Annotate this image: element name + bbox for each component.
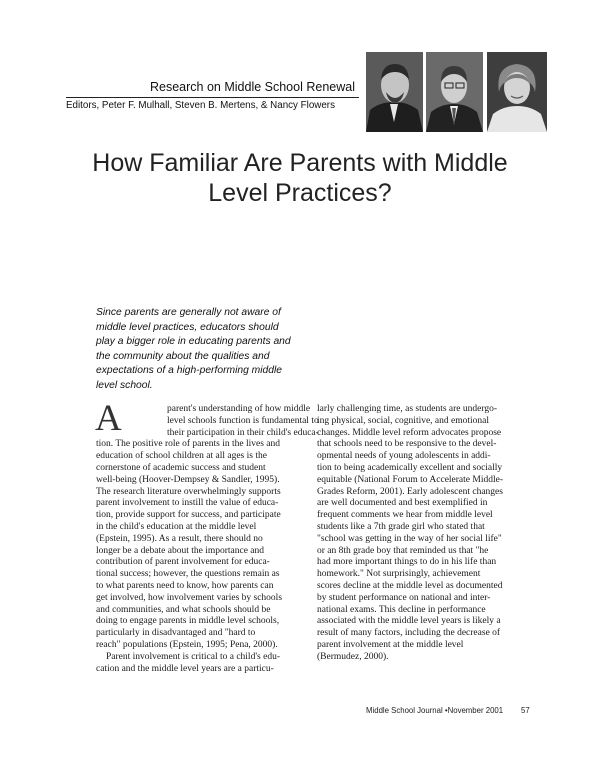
body-column-2 bbox=[317, 404, 531, 664]
body-line: parent's understanding of how middle bbox=[167, 404, 311, 414]
body-line: level schools function is fundamental to bbox=[167, 415, 319, 426]
editor-photo-2 bbox=[426, 52, 483, 132]
header-rule bbox=[66, 97, 359, 98]
body-line: opmental needs of young adolescents in addi- bbox=[317, 451, 491, 462]
body-line: result of many factors, including the decrease of bbox=[317, 628, 501, 639]
page-number: 57 bbox=[521, 706, 530, 715]
body-line: tional success; however, the questions remain as bbox=[96, 569, 280, 580]
body-line: parent involvement to instill the value of educa- bbox=[96, 498, 279, 509]
body-line: by student performance on national and inter- bbox=[317, 592, 491, 603]
lead-line: level school. bbox=[96, 379, 153, 391]
title-line-1: How Familiar Are Parents with Middle bbox=[92, 149, 508, 177]
body-line: get involved, how involvement varies by schools bbox=[96, 592, 283, 603]
body-line: national exams. This decline in performance bbox=[317, 604, 486, 615]
body-line: that schools need to be responsive to the devel- bbox=[317, 439, 497, 450]
body-line: and communities, and what schools should be bbox=[96, 604, 271, 615]
body-line: education of school children at all ages is the bbox=[96, 451, 267, 462]
body-line: changes. Middle level reform advocates propose bbox=[317, 427, 502, 438]
journal-footer: Middle School Journal •November 2001 bbox=[366, 706, 504, 715]
body-line: well-being (Hoover-Dempsey & Sandler, 1995). bbox=[96, 474, 280, 485]
body-line: their participation in their child's educa- bbox=[167, 427, 319, 438]
body-line: frequent comments we hear from middle level bbox=[317, 510, 493, 521]
body-line: associated with the middle level years is likely a bbox=[317, 616, 501, 627]
drop-cap: A bbox=[95, 398, 122, 439]
body-line: Grades Reform, 2001). Early adolescent changes bbox=[317, 486, 503, 497]
body-line: particularly in disadvantaged and "hard to bbox=[96, 628, 256, 639]
body-line: to what parents need to know, how parents can bbox=[96, 580, 274, 591]
body-line: contribution of parent involvement for educa- bbox=[96, 557, 270, 568]
editor-photo-1 bbox=[366, 52, 423, 132]
body-line: or an 8th grade boy that reminded us that "he bbox=[317, 545, 489, 556]
body-line: equitable (National Forum to Accelerate Middle- bbox=[317, 474, 503, 485]
body-line: Parent involvement is critical to a child's edu- bbox=[106, 651, 280, 662]
body-line: The research literature overwhelmingly supports bbox=[96, 486, 281, 497]
body-line: students like a 7th grade girl who stated that bbox=[317, 521, 485, 532]
lead-line: middle level practices, educators should bbox=[96, 321, 279, 333]
body-line: tion to being academically excellent and socially bbox=[317, 462, 503, 473]
body-line: (Epstein, 1995). As a result, there should no bbox=[96, 533, 263, 544]
lead-line: play a bigger role in educating parents and bbox=[96, 336, 291, 348]
lead-paragraph bbox=[96, 306, 306, 394]
body-line: tion. The positive role of parents in the lives and bbox=[96, 439, 280, 450]
body-line: had more important things to do in his life than bbox=[317, 557, 497, 568]
lead-line: expectations of a high-performing middle bbox=[96, 365, 283, 377]
body-line: larly challenging time, as students are undergo- bbox=[317, 404, 498, 414]
body-line: scores decline at the middle level as documented bbox=[317, 580, 503, 591]
body-line: longer be a debate about the importance and bbox=[96, 545, 265, 556]
article-title bbox=[40, 148, 560, 208]
body-line: tion, provide support for success, and participate bbox=[96, 510, 281, 521]
body-line: (Bermudez, 2000). bbox=[317, 651, 389, 662]
body-line: are well documented and best exemplified in bbox=[317, 498, 488, 509]
body-line: reach" populations (Epstein, 1995; Pena, 2000). bbox=[96, 639, 278, 650]
body-line: ing physical, social, cognitive, and emotional bbox=[317, 415, 490, 426]
body-line: in the child's education at the middle level bbox=[96, 521, 257, 532]
lead-line: Since parents are generally not aware of bbox=[96, 307, 281, 318]
editor-photo-3 bbox=[487, 52, 547, 132]
editors-line: Editors, Peter F. Mulhall, Steven B. Mertens, & Nancy Flowers bbox=[66, 100, 335, 111]
title-line-2: Level Practices? bbox=[208, 179, 392, 207]
body-line: parent involvement at the middle level bbox=[317, 639, 464, 650]
body-line: doing to engage parents in middle level schools, bbox=[96, 616, 280, 627]
body-line: cation and the middle level years are a particu- bbox=[96, 663, 274, 674]
lead-line: the community about the qualities and bbox=[96, 350, 270, 362]
body-line: cornerstone of academic success and student bbox=[96, 462, 266, 473]
body-line: homework." Not surprisingly, achievement bbox=[317, 569, 481, 580]
body-column-1 bbox=[96, 404, 319, 675]
series-title: Research on Middle School Renewal bbox=[150, 80, 355, 94]
body-line: "school was getting in the way of her social life" bbox=[317, 533, 502, 544]
